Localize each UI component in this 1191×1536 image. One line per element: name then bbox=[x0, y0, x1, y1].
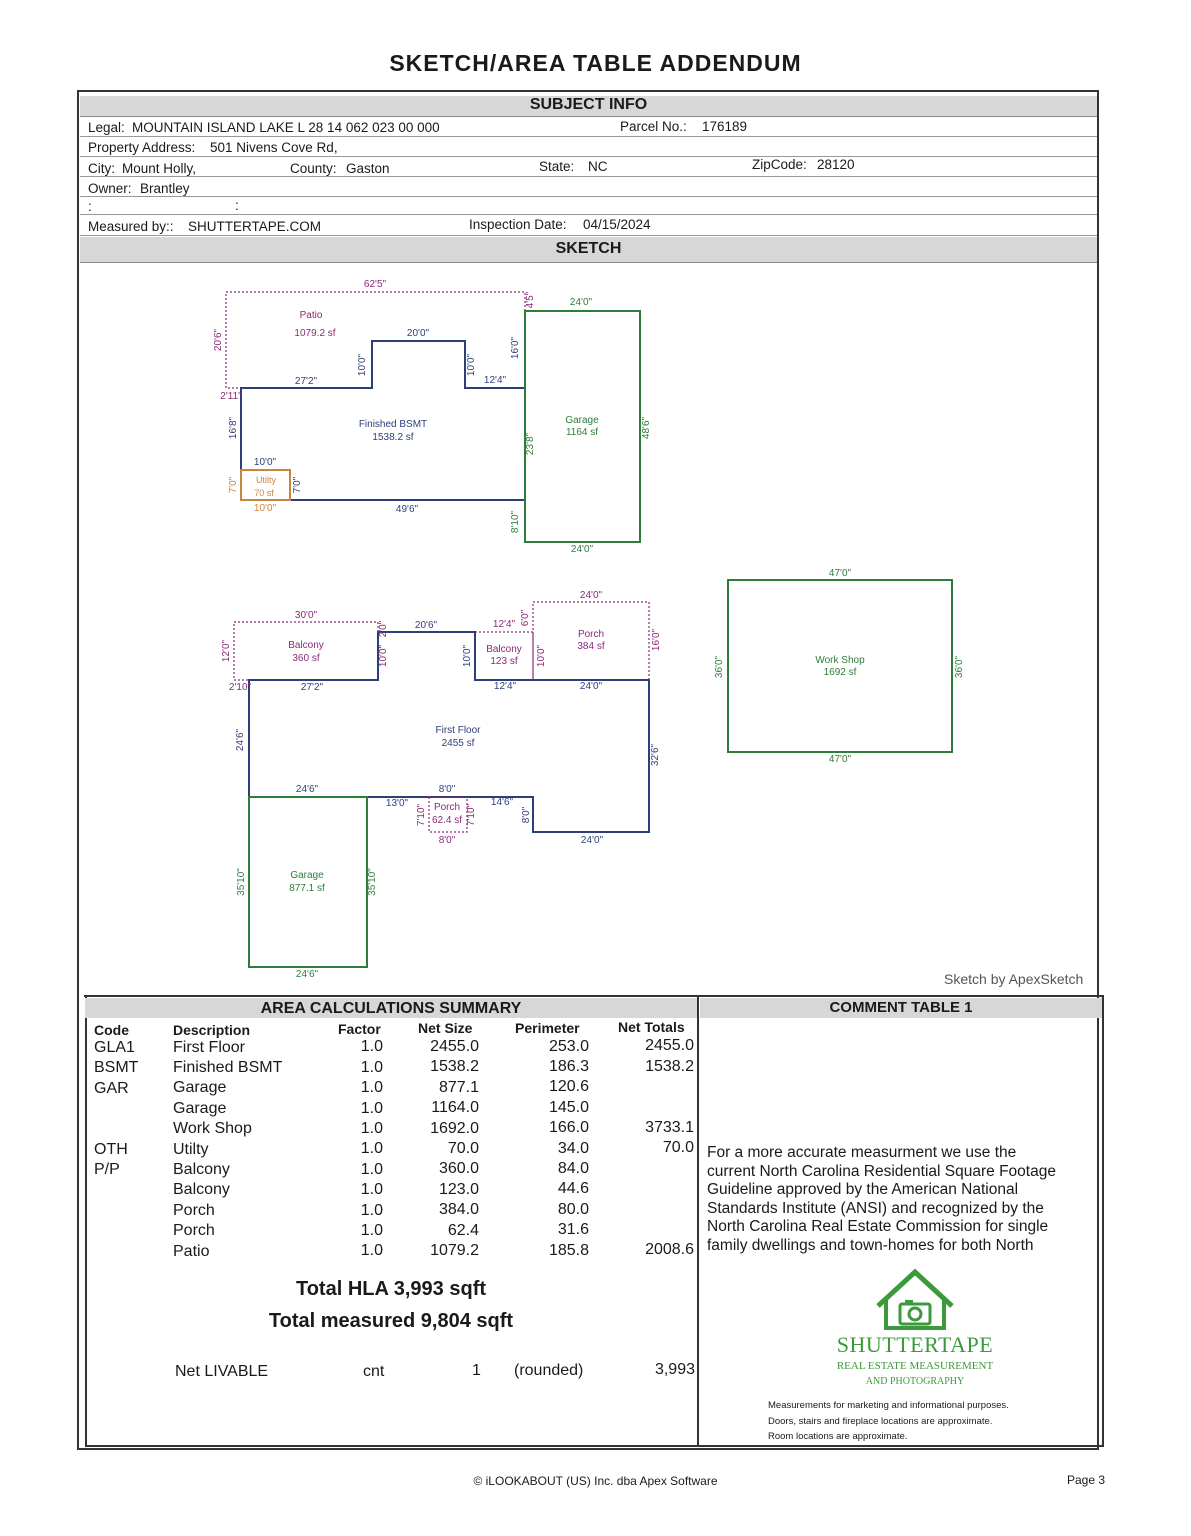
dim-step-right: 14'6" bbox=[490, 797, 514, 808]
area-cell-factor: 1.0 bbox=[360, 1119, 383, 1137]
dim-mid-right: 10'0" bbox=[462, 644, 473, 668]
comment-line: For a more accurate measurment we use the bbox=[707, 1144, 1017, 1161]
logo-disclaimer bbox=[768, 1398, 1009, 1445]
area-cell-total: 2008.6 bbox=[645, 1241, 694, 1259]
col-description: Description bbox=[173, 1022, 251, 1038]
area-cell-desc: Work Shop bbox=[173, 1120, 252, 1138]
col-perimeter: Perimeter bbox=[515, 1020, 580, 1036]
workshop-name: Work Shop bbox=[815, 655, 865, 666]
area-cell-size: 2455.0 bbox=[430, 1037, 479, 1055]
area-cell-factor: 1.0 bbox=[360, 1099, 383, 1117]
dim-util-left: 7'0" bbox=[228, 476, 239, 494]
blank-row bbox=[80, 197, 1097, 215]
legal-value: MOUNTAIN ISLAND LAKE L 28 14 062 023 00 000 bbox=[132, 120, 440, 135]
area-cell-perim: 166.0 bbox=[548, 1119, 589, 1137]
dim-gar-left: 35'10" bbox=[236, 868, 247, 896]
disclaimer-line: Doors, stairs and fireplace locations are approximate. bbox=[768, 1415, 993, 1427]
area-cell-desc: First Floor bbox=[173, 1038, 245, 1056]
area-cell-factor: 1.0 bbox=[360, 1201, 383, 1219]
comment-line: Guideline approved by the American National bbox=[707, 1181, 1019, 1198]
area-cell-code: P/P bbox=[94, 1161, 120, 1179]
logo-tagline-2: AND PHOTOGRAPHY bbox=[865, 1376, 965, 1387]
dim-workshop-bottom: 47'0" bbox=[828, 754, 852, 765]
porch-1-area: 384 sf bbox=[577, 641, 605, 652]
dim-workshop-left: 36'0" bbox=[714, 655, 725, 679]
dim-workshop-right: 36'0" bbox=[954, 655, 965, 679]
area-cell-size: 1164.0 bbox=[431, 1099, 479, 1117]
dim-p2-right: 7'10" bbox=[466, 803, 477, 827]
disclaimer-line: Room locations are approximate. bbox=[768, 1431, 908, 1442]
area-cell-perim: 84.0 bbox=[557, 1160, 589, 1177]
dim-balc-top: 30'0" bbox=[294, 610, 318, 621]
county-value: Gaston bbox=[346, 161, 390, 176]
balcony-2-area: 123 sf bbox=[490, 656, 518, 667]
total-hla: Total HLA 3,993 sqft bbox=[295, 1278, 487, 1300]
area-cell-perim: 31.6 bbox=[557, 1221, 589, 1239]
logo-tagline-1: REAL ESTATE MEASUREMENT bbox=[836, 1360, 994, 1372]
area-cell-desc: Utilty bbox=[173, 1140, 209, 1158]
dim-bsmt-top-right: 12'4" bbox=[483, 375, 507, 386]
dim-step-left: 13'0" bbox=[385, 798, 409, 809]
area-cell-size: 70.0 bbox=[447, 1139, 479, 1157]
area-cell-size: 1538.2 bbox=[430, 1058, 479, 1076]
workshop-area: 1692 sf bbox=[823, 667, 857, 678]
basement-name: Finished BSMT bbox=[358, 419, 428, 430]
city-row bbox=[80, 157, 1097, 177]
comment-line: family dwellings and town-homes for both North bbox=[707, 1236, 1034, 1254]
legal-label: Legal: bbox=[88, 120, 125, 135]
comment-header: COMMENT TABLE 1 bbox=[700, 998, 1102, 1018]
first-floor-name: First Floor bbox=[435, 725, 481, 736]
comment-line: North Carolina Real Estate Commission for single bbox=[707, 1218, 1049, 1235]
dim-workshop-top: 47'0" bbox=[828, 568, 852, 579]
county-label: County: bbox=[290, 161, 337, 176]
area-cell-desc: Balcony bbox=[173, 1161, 230, 1179]
area-cell-perim: 44.6 bbox=[557, 1180, 589, 1198]
area-cell-desc: Finished BSMT bbox=[173, 1059, 283, 1077]
dim-balc2-right: 10'0" bbox=[536, 644, 547, 668]
area-cell-size: 62.4 bbox=[447, 1221, 479, 1239]
sketch-credit: Sketch by ApexSketch bbox=[944, 971, 1084, 987]
dim-porch-bottom: 24'0" bbox=[579, 681, 603, 692]
area-cell-perim: 253.0 bbox=[548, 1037, 589, 1055]
net-livable-rounded: (rounded) bbox=[514, 1362, 584, 1379]
area-cell-desc: Porch bbox=[173, 1222, 215, 1240]
basement-area: 1538.2 sf bbox=[372, 432, 414, 443]
sketch-header: SKETCH bbox=[80, 237, 1097, 263]
area-cell-size: 384.0 bbox=[438, 1201, 479, 1219]
dim-gar-right: 35'10" bbox=[367, 868, 378, 896]
blank-field-2: : bbox=[235, 198, 239, 213]
basement-garage-area: 1164 sf bbox=[565, 427, 599, 438]
first-floor-area: 2455 sf bbox=[441, 738, 475, 749]
measured-row bbox=[80, 215, 1097, 236]
city-value: Mount Holly, bbox=[122, 161, 197, 176]
city-label: City: bbox=[88, 161, 115, 176]
footer-copyright: © iLOOKABOUT (US) Inc. dba Apex Software bbox=[473, 1474, 718, 1488]
area-cell-desc: Garage bbox=[173, 1099, 227, 1117]
area-cell-factor: 1.0 bbox=[360, 1079, 383, 1097]
dim-bsmt-garage-top: 24'0" bbox=[569, 297, 593, 308]
document-title: SKETCH/AREA TABLE ADDENDUM bbox=[389, 50, 802, 76]
logo-name: SHUTTERTAPE bbox=[836, 1332, 994, 1357]
dim-balc2-small: 6'0" bbox=[520, 609, 531, 627]
dim-balc2-top: 12'4" bbox=[492, 619, 516, 630]
blank-field-1: : bbox=[88, 199, 92, 214]
dim-bsmt-garage-low: 8'10" bbox=[510, 510, 521, 534]
area-summary-header: AREA CALCULATIONS SUMMARY bbox=[85, 998, 697, 1018]
disclaimer-line: Measurements for marketing and informational purposes. bbox=[768, 1400, 1009, 1411]
area-cell-code: GAR bbox=[94, 1079, 129, 1097]
dim-floor-corner: 2'10" bbox=[228, 682, 252, 693]
patio-name: Patio bbox=[299, 310, 323, 321]
col-net-totals: Net Totals bbox=[618, 1019, 685, 1035]
dim-util-top: 10'0" bbox=[253, 457, 277, 468]
area-cell-code: BSMT bbox=[94, 1059, 139, 1077]
dim-balc2-bottom: 12'4" bbox=[493, 681, 517, 692]
col-factor: Factor bbox=[338, 1021, 381, 1037]
inspection-label: Inspection Date: bbox=[469, 217, 567, 232]
parcel-label: Parcel No.: bbox=[620, 119, 687, 134]
area-cell-size: 877.1 bbox=[438, 1078, 479, 1096]
net-livable-count: 1 bbox=[472, 1362, 481, 1379]
area-cell-size: 360.0 bbox=[438, 1160, 479, 1178]
area-cell-total: 1538.2 bbox=[645, 1057, 694, 1075]
dim-bsmt-left: 16'8" bbox=[228, 416, 239, 440]
owner-value: Brantley bbox=[140, 181, 190, 196]
comment-line: Standards Institute (ANSI) and recognized by the bbox=[707, 1199, 1044, 1217]
comment-text bbox=[707, 1144, 1099, 1255]
dim-bump-right: 10'0" bbox=[466, 353, 477, 377]
utility-name: Utilty bbox=[256, 475, 276, 485]
area-cell-perim: 120.6 bbox=[548, 1078, 589, 1096]
area-cell-perim: 80.0 bbox=[557, 1200, 589, 1218]
dim-bsmt-garage-right: 48'6" bbox=[641, 416, 652, 440]
legal-row bbox=[80, 117, 1097, 137]
dim-bump-left: 10'0" bbox=[357, 353, 368, 377]
dim-floor-left: 24'6" bbox=[235, 728, 246, 752]
zip-label: ZipCode: bbox=[752, 157, 807, 172]
net-livable-label: Net LIVABLE bbox=[175, 1363, 269, 1380]
dim-floor-bottom: 24'0" bbox=[580, 835, 604, 846]
utility-area: 70 sf bbox=[254, 488, 274, 498]
total-measured: Total measured 9,804 sqft bbox=[268, 1310, 514, 1332]
address-row bbox=[80, 137, 1097, 157]
state-label: State: bbox=[539, 159, 575, 174]
balcony-2-name: Balcony bbox=[486, 644, 522, 655]
owner-row bbox=[80, 177, 1097, 197]
porch-1-name: Porch bbox=[577, 629, 605, 640]
col-net-size: Net Size bbox=[418, 1020, 473, 1036]
area-cell-perim: 186.3 bbox=[548, 1058, 589, 1075]
comment-line: current North Carolina Residential Square Footage bbox=[707, 1162, 1056, 1180]
porch-2-name: Porch bbox=[433, 802, 461, 813]
area-cell-size: 1692.0 bbox=[430, 1119, 479, 1137]
owner-label: Owner: bbox=[88, 181, 132, 196]
area-cell-total: 3733.1 bbox=[645, 1118, 694, 1136]
area-cell-size: 123.0 bbox=[438, 1180, 479, 1198]
dim-p2-left: 7'10" bbox=[416, 803, 427, 827]
area-cell-desc: Garage bbox=[173, 1079, 227, 1097]
porch-2-area: 62.4 sf bbox=[431, 815, 463, 826]
dim-patio-top: 62'5" bbox=[363, 279, 387, 290]
area-cell-factor: 1.0 bbox=[360, 1181, 383, 1199]
shuttertape-house-camera-icon bbox=[872, 1266, 958, 1334]
address-label: Property Address: bbox=[88, 140, 196, 155]
dim-bsmt-corner: 2'11" bbox=[220, 391, 242, 402]
dim-floor-top-left: 27'2" bbox=[300, 682, 324, 693]
state-value: NC bbox=[588, 159, 608, 174]
parcel-value: 176189 bbox=[702, 119, 748, 134]
first-garage-area: 877.1 sf bbox=[289, 883, 325, 894]
balcony-1-name: Balcony bbox=[288, 640, 324, 651]
area-cell-code: OTH bbox=[94, 1141, 128, 1158]
dim-mid-top: 20'6" bbox=[414, 620, 438, 631]
dim-right-upper: 16'0" bbox=[510, 336, 521, 360]
area-cell-total: 2455.0 bbox=[645, 1037, 694, 1055]
patio-area: 1079.2 sf bbox=[294, 328, 336, 339]
measured-value: SHUTTERTAPE.COM bbox=[188, 219, 322, 234]
subject-info-header: SUBJECT INFO bbox=[80, 96, 1097, 117]
dim-util-right: 7'0" bbox=[292, 476, 303, 494]
dim-bump-top: 20'0" bbox=[406, 328, 430, 339]
area-cell-perim: 145.0 bbox=[548, 1098, 589, 1116]
address-value: 501 Nivens Cove Rd, bbox=[210, 140, 338, 155]
inspection-value: 04/15/2024 bbox=[583, 217, 651, 232]
area-cell-factor: 1.0 bbox=[360, 1058, 383, 1076]
area-cell-factor: 1.0 bbox=[360, 1242, 383, 1260]
dim-gar-bottom: 24'6" bbox=[295, 969, 319, 980]
area-cell-code: GLA1 bbox=[94, 1039, 135, 1056]
dim-p2-top: 8'0" bbox=[438, 784, 456, 795]
dim-balc-left: 12'0" bbox=[221, 639, 232, 663]
dim-porch-top: 24'0" bbox=[579, 590, 603, 601]
dim-balc-right: 2'0" bbox=[378, 620, 389, 638]
page-number: Page 3 bbox=[1067, 1473, 1106, 1487]
dim-porch-right: 16'0" bbox=[651, 628, 662, 652]
dim-p2-bottom: 8'0" bbox=[438, 835, 456, 846]
dim-bsmt-garage-left: 23'8" bbox=[525, 432, 536, 456]
balcony-1-area: 360 sf bbox=[292, 653, 320, 664]
area-cell-total: 70.0 bbox=[662, 1139, 694, 1157]
area-cell-desc: Balcony bbox=[173, 1181, 230, 1199]
measured-label: Measured by:: bbox=[88, 219, 174, 234]
area-cell-desc: Patio bbox=[173, 1242, 210, 1260]
area-cell-factor: 1.0 bbox=[360, 1140, 383, 1158]
dim-util-bottom: 10'0" bbox=[253, 503, 277, 514]
dim-floor-right: 32'6" bbox=[650, 743, 661, 767]
area-cell-factor: 1.0 bbox=[360, 1038, 383, 1056]
dim-bsmt-garage-bottom: 24'0" bbox=[570, 544, 594, 555]
area-cell-perim: 185.8 bbox=[548, 1241, 589, 1259]
first-garage-name: Garage bbox=[290, 870, 324, 881]
net-livable-value: 3,993 bbox=[654, 1361, 695, 1378]
zip-value: 28120 bbox=[817, 157, 855, 172]
dim-bsmt-bottom: 49'6" bbox=[395, 504, 419, 515]
area-cell-desc: Porch bbox=[173, 1201, 215, 1219]
dim-patio-right-top: 4'5" bbox=[525, 291, 536, 309]
area-cell-perim: 34.0 bbox=[557, 1139, 589, 1157]
dim-step-down: 8'0" bbox=[521, 806, 532, 824]
dim-balc-right2: 10'0" bbox=[378, 644, 389, 668]
col-code: Code bbox=[94, 1022, 129, 1038]
area-cell-size: 1079.2 bbox=[430, 1241, 479, 1259]
net-livable-cnt: cnt bbox=[363, 1363, 385, 1380]
area-cell-factor: 1.0 bbox=[360, 1160, 383, 1178]
area-cell-factor: 1.0 bbox=[360, 1221, 383, 1239]
dim-patio-left: 20'6" bbox=[213, 328, 224, 352]
basement-garage-name: Garage bbox=[565, 415, 599, 426]
dim-gar-top: 24'6" bbox=[295, 784, 319, 795]
dim-bsmt-top-left: 27'2" bbox=[294, 376, 318, 387]
